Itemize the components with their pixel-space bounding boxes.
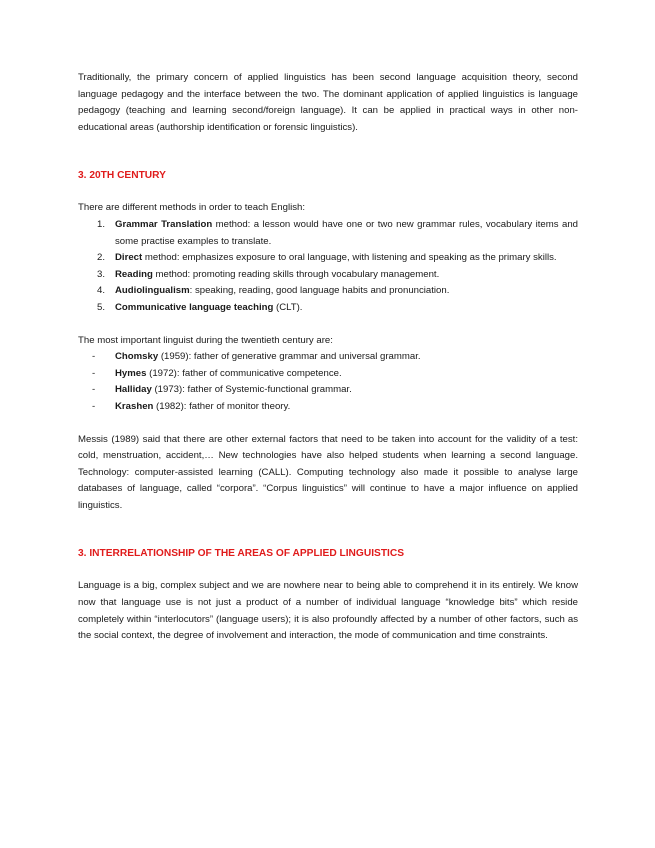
methods-intro: There are different methods in order to teach English:	[78, 202, 306, 214]
messis-paragraph: Messis (1989) said that there are other external factors that need to be taken into account for the validity of a test: cold, menstruation, accident,… New technologies have also helped students when learning a second language. Technology: computer-assisted learning (CALL). Computing technology also made it possible to analyse large databases of language, called “corpora”. “Corpus linguistics” will continue to have a major influence on applied linguistics.	[78, 433, 578, 511]
list-item: 4. Audiolingualism: speaking, reading, good language habits and pronunciation.	[97, 285, 450, 297]
linguists-list	[78, 349, 578, 415]
list-item: 1. Grammar Translation method: a lesson would have one or two new grammar rules, vocabulary items and some practise examples to translate.	[97, 218, 578, 247]
section-heading-20th-century: 3. 20TH CENTURY	[78, 170, 166, 182]
list-item: 3. Reading method: promoting reading skills through vocabulary management.	[97, 268, 440, 280]
section-heading-interrelationship: 3. INTERRELATIONSHIP OF THE AREAS OF APPLIED LINGUISTICS	[78, 548, 405, 560]
list-item: 2. Direct method: emphasizes exposure to oral language, with listening and speaking as the primary skills.	[97, 252, 557, 264]
list-item: - Krashen (1982): father of monitor theory.	[92, 400, 291, 412]
list-item: - Chomsky (1959): father of generative grammar and universal grammar.	[92, 351, 421, 363]
list-item: - Halliday (1973): father of Systemic-functional grammar.	[92, 384, 352, 396]
list-item: - Hymes (1972): father of communicative competence.	[92, 367, 342, 379]
intro-paragraph: Traditionally, the primary concern of applied linguistics has been second language acquisition theory, second language pedagogy and the interface between the two. The dominant application of applied linguistics is language pedagogy (teaching and learning second/foreign language). It can be applied in practical ways in other non-educational areas (authorship identification or forensic linguistics).	[78, 72, 578, 133]
document-page	[78, 70, 578, 645]
linguists-intro: The most important linguist during the twentieth century are:	[78, 334, 333, 346]
methods-list	[78, 217, 578, 317]
list-item: 5. Communicative language teaching (CLT).	[97, 301, 303, 313]
language-paragraph: Language is a big, complex subject and we are nowhere near to being able to comprehend it in its entirely. We know now that language use is not just a product of a number of individual language “knowledge bits” which reside completely within “interlocutors” (language users); it is also profoundly affected by a number of other factors, such as the social context, the degree of involvement and interaction, the mode of communication and time constraints.	[78, 580, 578, 642]
